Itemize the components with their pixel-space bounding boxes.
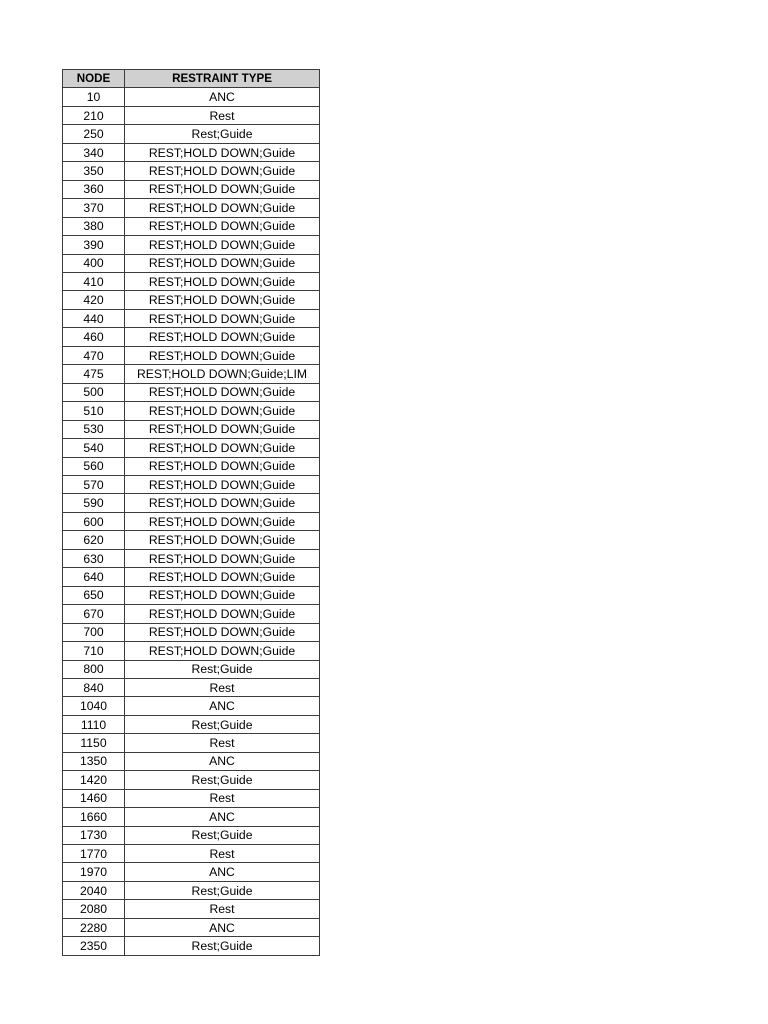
restraint-type-cell: REST;HOLD DOWN;Guide: [125, 623, 320, 641]
restraint-type-column-header: RESTRAINT TYPE: [125, 70, 320, 88]
restraint-type-cell: REST;HOLD DOWN;Guide: [125, 291, 320, 309]
restraint-type-cell: ANC: [125, 808, 320, 826]
restraint-type-cell: REST;HOLD DOWN;Guide: [125, 642, 320, 660]
node-cell: 710: [63, 642, 125, 660]
table-row: [63, 678, 320, 696]
table-row: [63, 162, 320, 180]
node-cell: 840: [63, 678, 125, 696]
restraint-type-cell: REST;HOLD DOWN;Guide: [125, 162, 320, 180]
restraint-type-cell: ANC: [125, 88, 320, 106]
node-cell: 1110: [63, 715, 125, 733]
node-cell: 350: [63, 162, 125, 180]
node-cell: 370: [63, 199, 125, 217]
table-row: [63, 125, 320, 143]
restraint-type-cell: ANC: [125, 697, 320, 715]
node-cell: 500: [63, 383, 125, 401]
node-cell: 600: [63, 512, 125, 530]
node-cell: 1730: [63, 826, 125, 844]
node-cell: 640: [63, 568, 125, 586]
table-row: [63, 217, 320, 235]
restraint-type-cell: REST;HOLD DOWN;Guide: [125, 272, 320, 290]
node-cell: 800: [63, 660, 125, 678]
restraint-type-cell: REST;HOLD DOWN;Guide;LIM: [125, 365, 320, 383]
table-row: [63, 236, 320, 254]
node-cell: 420: [63, 291, 125, 309]
node-cell: 250: [63, 125, 125, 143]
restraint-type-cell: REST;HOLD DOWN;Guide: [125, 254, 320, 272]
restraint-type-cell: REST;HOLD DOWN;Guide: [125, 531, 320, 549]
table-row: [63, 328, 320, 346]
table-header: [63, 70, 320, 88]
node-cell: 440: [63, 309, 125, 327]
node-column-header: NODE: [63, 70, 125, 88]
table-row: [63, 642, 320, 660]
table-row: [63, 715, 320, 733]
node-cell: 2080: [63, 900, 125, 918]
restraint-type-cell: REST;HOLD DOWN;Guide: [125, 439, 320, 457]
restraint-type-cell: REST;HOLD DOWN;Guide: [125, 549, 320, 567]
restraint-type-cell: Rest;Guide: [125, 826, 320, 844]
restraint-type-cell: REST;HOLD DOWN;Guide: [125, 346, 320, 364]
restraint-type-cell: Rest: [125, 106, 320, 124]
table-row: [63, 863, 320, 881]
table-row: [63, 586, 320, 604]
node-cell: 210: [63, 106, 125, 124]
table-row: [63, 605, 320, 623]
table-row: [63, 402, 320, 420]
table-row: [63, 475, 320, 493]
table-row: [63, 309, 320, 327]
node-cell: 650: [63, 586, 125, 604]
restraint-type-cell: REST;HOLD DOWN;Guide: [125, 494, 320, 512]
node-cell: 1460: [63, 789, 125, 807]
node-cell: 460: [63, 328, 125, 346]
restraint-type-cell: Rest;Guide: [125, 660, 320, 678]
table-row: [63, 143, 320, 161]
node-cell: 570: [63, 475, 125, 493]
node-cell: 2350: [63, 937, 125, 955]
restraint-type-cell: REST;HOLD DOWN;Guide: [125, 568, 320, 586]
table-row: [63, 439, 320, 457]
restraint-type-cell: Rest: [125, 845, 320, 863]
node-cell: 620: [63, 531, 125, 549]
table-row: [63, 512, 320, 530]
table-row: [63, 734, 320, 752]
table-row: [63, 881, 320, 899]
node-cell: 1040: [63, 697, 125, 715]
table-row: [63, 900, 320, 918]
restraint-table-container: [62, 69, 320, 956]
node-cell: 380: [63, 217, 125, 235]
node-cell: 360: [63, 180, 125, 198]
node-cell: 390: [63, 236, 125, 254]
restraint-type-cell: REST;HOLD DOWN;Guide: [125, 236, 320, 254]
restraint-type-cell: Rest;Guide: [125, 771, 320, 789]
restraint-type-cell: REST;HOLD DOWN;Guide: [125, 199, 320, 217]
node-cell: 560: [63, 457, 125, 475]
restraint-type-cell: Rest: [125, 734, 320, 752]
node-cell: 1150: [63, 734, 125, 752]
restraint-type-cell: ANC: [125, 752, 320, 770]
table-row: [63, 254, 320, 272]
node-cell: 530: [63, 420, 125, 438]
node-cell: 410: [63, 272, 125, 290]
restraint-type-cell: REST;HOLD DOWN;Guide: [125, 420, 320, 438]
restraint-type-cell: Rest: [125, 789, 320, 807]
header-row: [63, 70, 320, 88]
node-cell: 470: [63, 346, 125, 364]
restraint-type-cell: REST;HOLD DOWN;Guide: [125, 475, 320, 493]
restraint-type-cell: REST;HOLD DOWN;Guide: [125, 180, 320, 198]
node-cell: 630: [63, 549, 125, 567]
table-row: [63, 771, 320, 789]
node-cell: 1350: [63, 752, 125, 770]
node-cell: 1660: [63, 808, 125, 826]
node-cell: 1970: [63, 863, 125, 881]
table-row: [63, 180, 320, 198]
table-row: [63, 365, 320, 383]
node-cell: 10: [63, 88, 125, 106]
table-row: [63, 272, 320, 290]
restraint-type-cell: REST;HOLD DOWN;Guide: [125, 383, 320, 401]
node-cell: 1420: [63, 771, 125, 789]
table-row: [63, 623, 320, 641]
table-body: [63, 88, 320, 955]
node-cell: 340: [63, 143, 125, 161]
node-cell: 590: [63, 494, 125, 512]
table-row: [63, 660, 320, 678]
restraint-type-cell: REST;HOLD DOWN;Guide: [125, 402, 320, 420]
table-row: [63, 845, 320, 863]
table-row: [63, 88, 320, 106]
restraint-type-cell: Rest;Guide: [125, 937, 320, 955]
node-cell: 1770: [63, 845, 125, 863]
restraint-type-cell: REST;HOLD DOWN;Guide: [125, 217, 320, 235]
restraint-type-cell: REST;HOLD DOWN;Guide: [125, 328, 320, 346]
restraint-type-cell: Rest: [125, 900, 320, 918]
table-row: [63, 937, 320, 955]
table-row: [63, 918, 320, 936]
restraint-table: [62, 69, 320, 956]
restraint-type-cell: REST;HOLD DOWN;Guide: [125, 309, 320, 327]
restraint-type-cell: REST;HOLD DOWN;Guide: [125, 143, 320, 161]
restraint-type-cell: Rest;Guide: [125, 125, 320, 143]
table-row: [63, 697, 320, 715]
table-row: [63, 549, 320, 567]
table-row: [63, 106, 320, 124]
node-cell: 2280: [63, 918, 125, 936]
restraint-type-cell: REST;HOLD DOWN;Guide: [125, 586, 320, 604]
table-row: [63, 346, 320, 364]
table-row: [63, 291, 320, 309]
node-cell: 475: [63, 365, 125, 383]
table-row: [63, 531, 320, 549]
node-cell: 540: [63, 439, 125, 457]
table-row: [63, 826, 320, 844]
table-row: [63, 420, 320, 438]
table-row: [63, 494, 320, 512]
table-row: [63, 457, 320, 475]
restraint-type-cell: REST;HOLD DOWN;Guide: [125, 457, 320, 475]
restraint-type-cell: ANC: [125, 918, 320, 936]
table-row: [63, 199, 320, 217]
restraint-type-cell: REST;HOLD DOWN;Guide: [125, 512, 320, 530]
restraint-type-cell: Rest;Guide: [125, 715, 320, 733]
restraint-type-cell: ANC: [125, 863, 320, 881]
table-row: [63, 568, 320, 586]
table-row: [63, 752, 320, 770]
node-cell: 700: [63, 623, 125, 641]
restraint-type-cell: Rest: [125, 678, 320, 696]
node-cell: 510: [63, 402, 125, 420]
restraint-type-cell: Rest;Guide: [125, 881, 320, 899]
table-row: [63, 789, 320, 807]
node-cell: 670: [63, 605, 125, 623]
table-row: [63, 383, 320, 401]
node-cell: 2040: [63, 881, 125, 899]
restraint-type-cell: REST;HOLD DOWN;Guide: [125, 605, 320, 623]
table-row: [63, 808, 320, 826]
node-cell: 400: [63, 254, 125, 272]
